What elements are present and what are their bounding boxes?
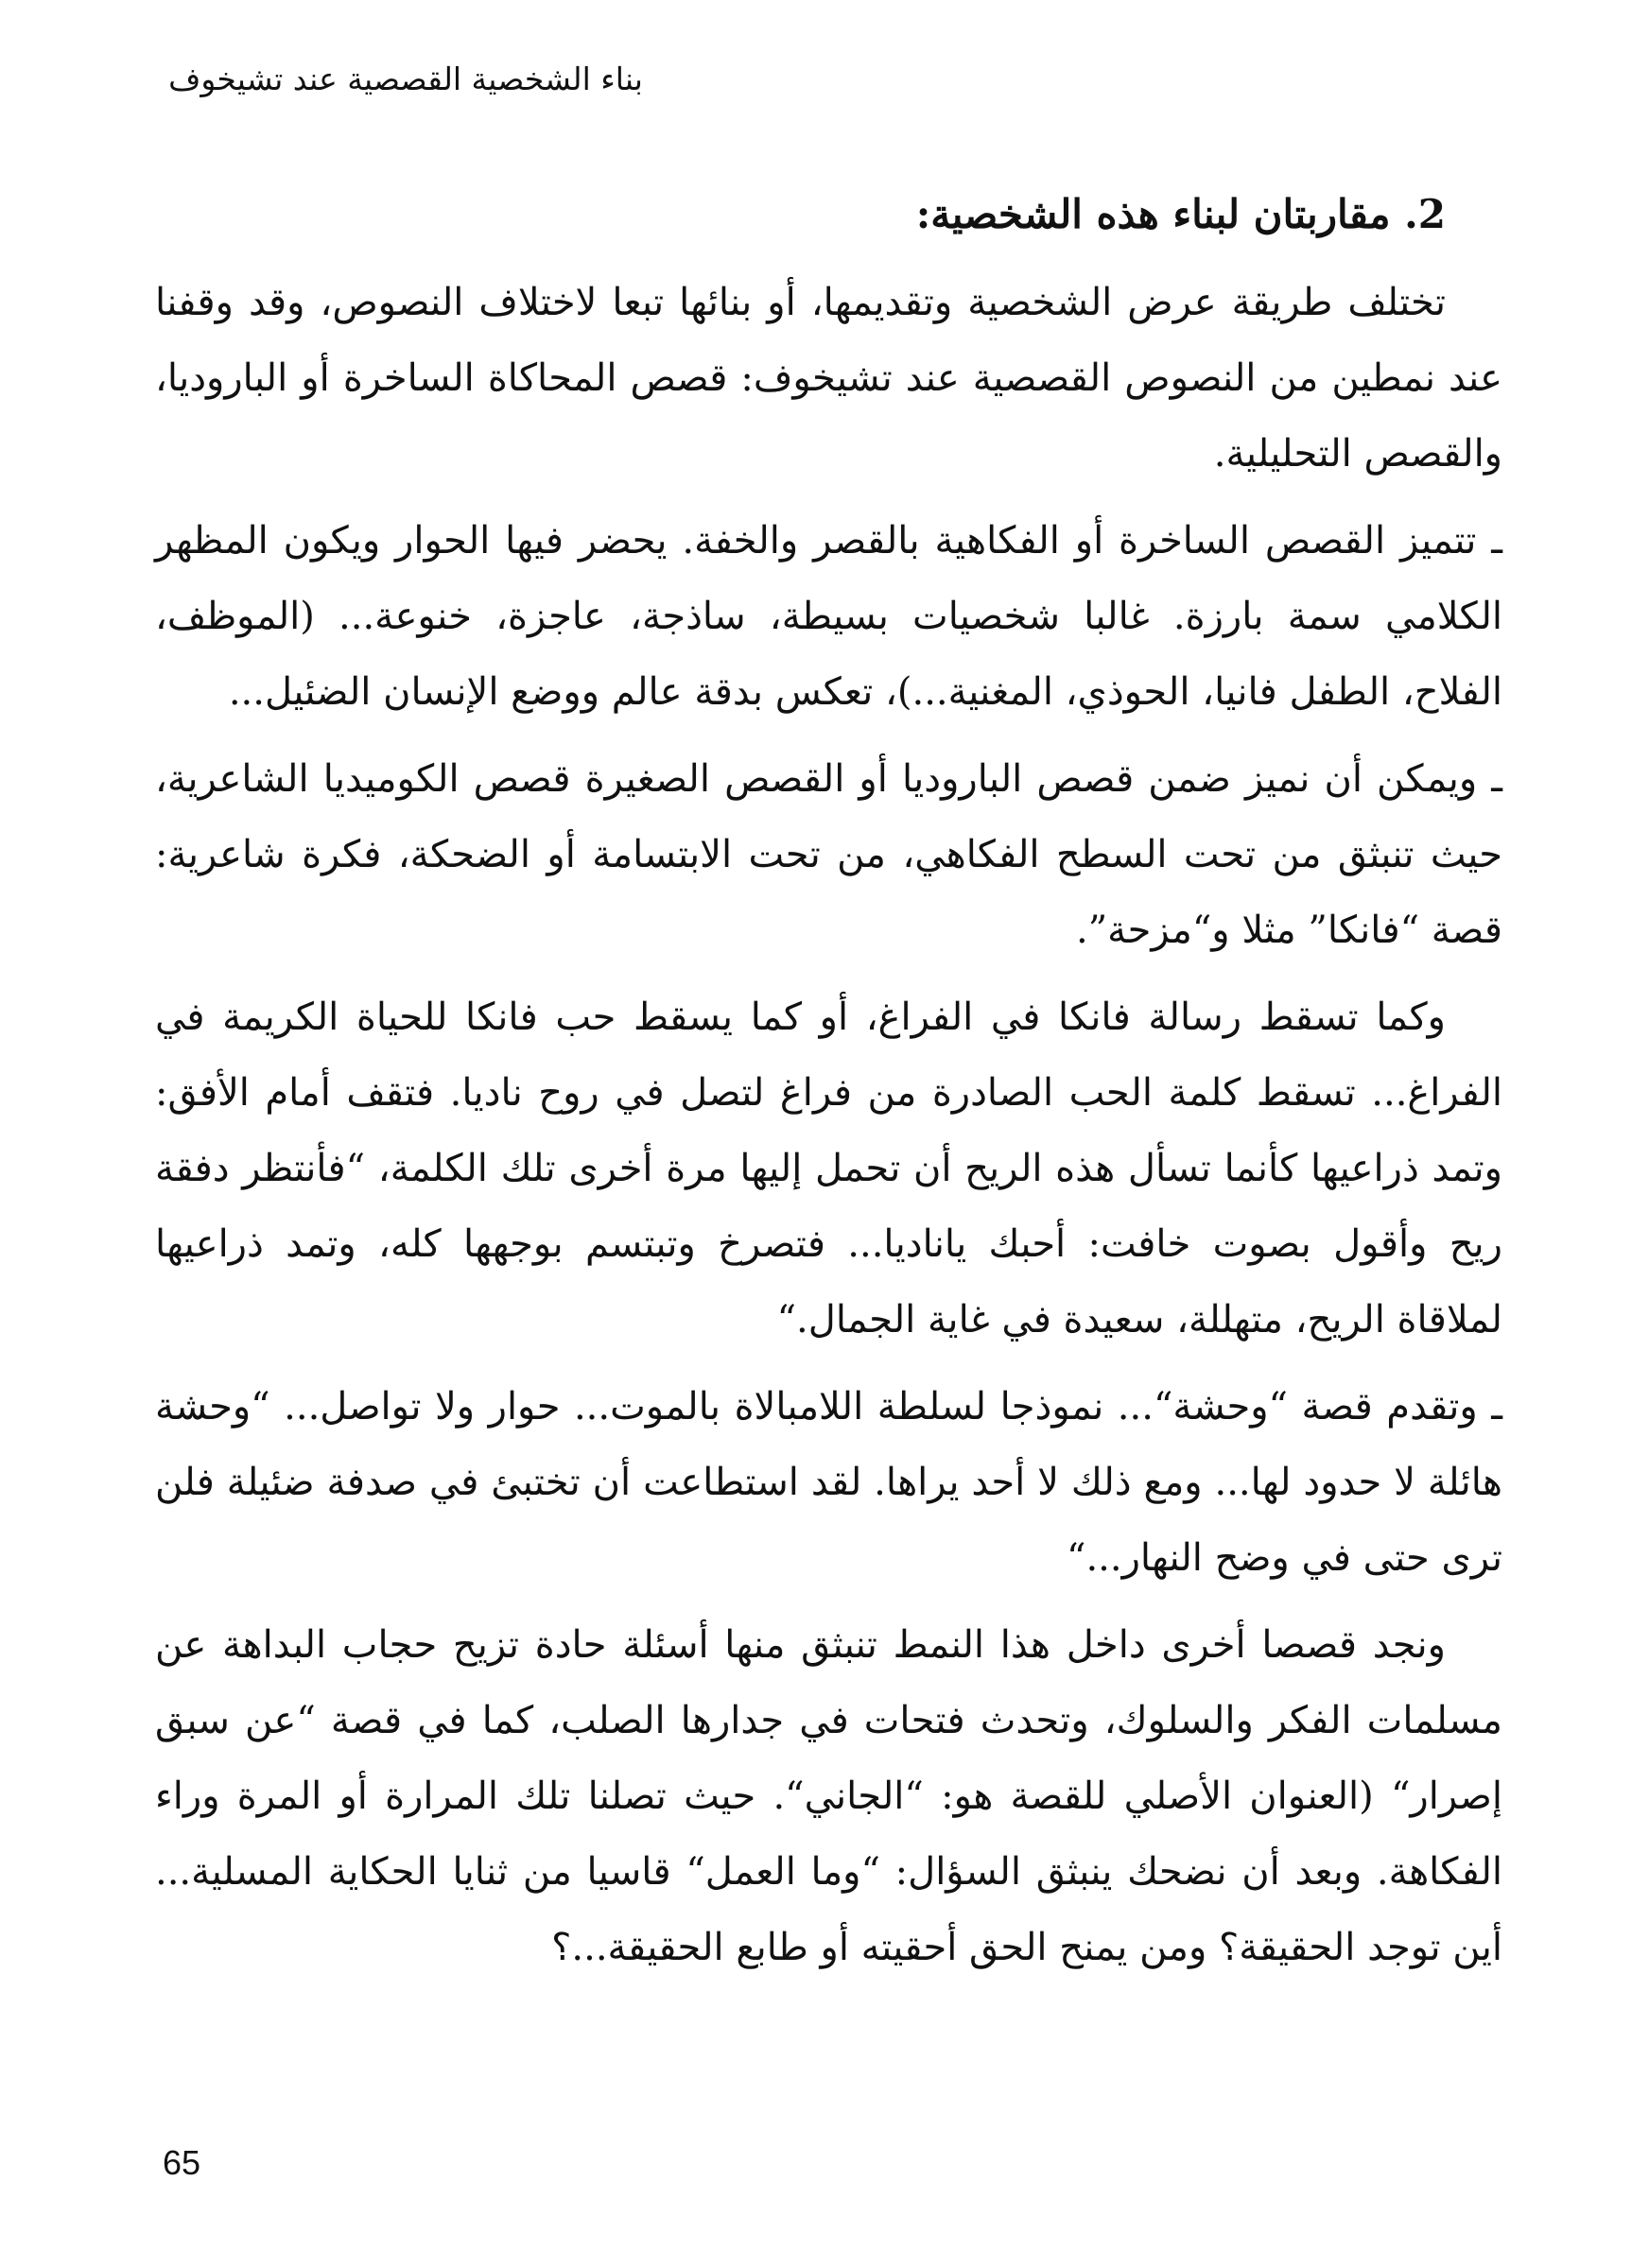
paragraph-poetic-comedy: ـ ويمكن أن نميز ضمن قصص الباروديا أو القصص الصغيرة قصص الكوميديا الشاعرية، حيث تنبثق من تحت السطح الفكاهي، من تحت الابتسامة أو الضحكة، فكرة شاعرية: قصة “فانكا” مثلا و“مزحة”. bbox=[155, 757, 1502, 952]
paragraph-intro: تختلف طريقة عرض الشخصية وتقديمها، أو بنائها تبعا لاختلاف النصوص، وقد وقفنا عند نمطين من النصوص القصصية عند تشيخوف: قصص المحاكاة الساخرة أو الباروديا، والقصص التحليلية. bbox=[155, 281, 1502, 476]
paragraph-loneliness: ـ وتقدم قصة “وحشة“... نموذجا لسلطة اللامبالاة بالموت... حوار ولا تواصل... “وحشة هائلة لا حدود لها... ومع ذلك لا أحد يراها. لقد استطاعت أن تختبئ في صدفة ضئيلة فلن ترى حتى في وضح النهار...“ bbox=[155, 1385, 1502, 1580]
section-heading: 2. مقاربتان لبناء هذه الشخصية: bbox=[915, 191, 1446, 237]
paragraph-vanka-letter: وكما تسقط رسالة فانكا في الفراغ، أو كما يسقط حب فانكا للحياة الكريمة في الفراغ... تسقط كلمة الحب الصادرة من فراغ لتصل في روح ناديا. فتقف أمام الأفق: وتمد ذراعيها كأنما تسأل هذه الريح أن تحمل إليها مرة أخرى تلك الكلمة، “فأنتظر دفقة ريح وأقول بصوت خافت: أحبك ياناديا... فتصرخ وتبتسم بوجهها كله، وتمد ذراعيها لملاقاة الريح، متهللة، سعيدة في غاية الجمال.“ bbox=[155, 995, 1502, 1342]
paragraph-questions: ونجد قصصا أخرى داخل هذا النمط تنبثق منها أسئلة حادة تزيح حجاب البداهة عن مسلمات الفكر والسلوك، وتحدث فتحات في جدارها الصلب، كما في قصة “عن سبق إصرار“ (العنوان الأصلي للقصة هو: “الجاني“. حيث تصلنا تلك المرارة أو المرة وراء الفكاهة. وبعد أن نضحك ينبثق السؤال: “وما العمل“ قاسيا من ثنايا الحكاية المسلية... أين توجد الحقيقة؟ ومن يمنح الحق أحقيته أو طابع الحقيقة...؟ bbox=[155, 1623, 1502, 1969]
paragraph-satirical-stories: ـ تتميز القصص الساخرة أو الفكاهية بالقصر والخفة. يحضر فيها الحوار ويكون المظهر الكلامي سمة بارزة. غالبا شخصيات بسيطة، ساذجة، عاجزة، خنوعة... (الموظف، الفلاح، الطفل فانيا، الحوذي، المغنية...)، تعكس بدقة عالم ووضع الإنسان الضئيل... bbox=[155, 519, 1502, 714]
running-header: بناء الشخصية القصصية عند تشيخوف bbox=[168, 61, 643, 97]
page-number: 65 bbox=[163, 2143, 201, 2182]
page-body bbox=[155, 178, 1502, 1997]
